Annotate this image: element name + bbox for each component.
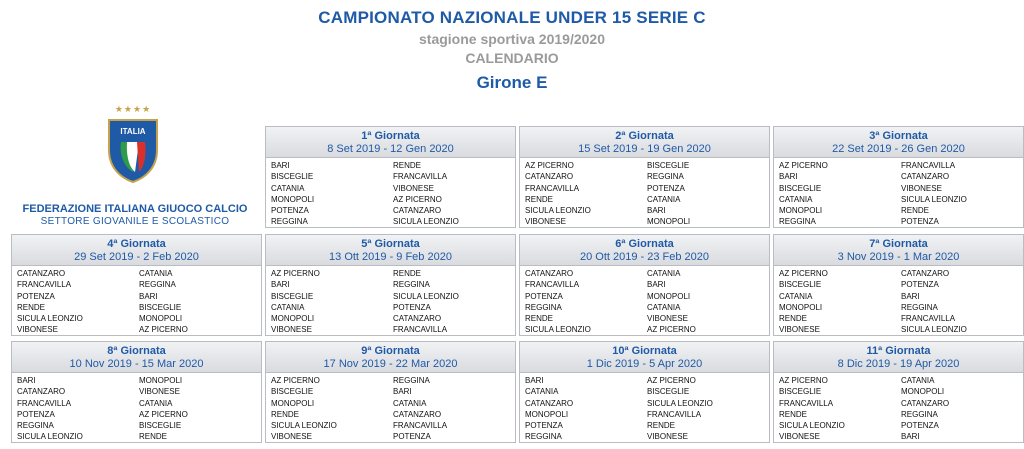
away-team: CATANZARO (901, 269, 950, 278)
match-list (12, 266, 261, 336)
away-team: RENDE (393, 269, 422, 278)
match-row (525, 291, 769, 302)
match-row (271, 216, 515, 227)
match-row (271, 205, 515, 216)
home-team: MONOPOLI (271, 398, 315, 408)
match-row (17, 431, 261, 442)
match-row (17, 375, 261, 386)
home-team: VIBONESE (271, 432, 312, 442)
match-row (271, 375, 515, 386)
away-team: AZ PICERNO (647, 376, 696, 385)
round-card (519, 126, 770, 228)
home-team: VIBONESE (779, 325, 820, 335)
away-team: REGGINA (901, 302, 938, 312)
match-row (271, 194, 515, 205)
away-team: AZ PICERNO (139, 409, 188, 419)
round-card (11, 341, 262, 443)
match-row (525, 205, 769, 216)
round-dates: 8 Dic 2019 - 19 Apr 2020 (837, 358, 960, 370)
away-team: RENDE (393, 161, 422, 170)
match-row (271, 279, 515, 290)
home-team: CATANZARO (525, 172, 574, 182)
away-team: VIBONESE (901, 183, 942, 193)
round-label: 10ª Giornata (612, 345, 677, 357)
home-team: POTENZA (17, 291, 55, 301)
round-card (519, 234, 770, 336)
round-label: 3ª Giornata (869, 130, 928, 142)
sector-name: SETTORE GIOVANILE E SCOLASTICO (40, 216, 230, 227)
away-team: REGGINA (393, 376, 430, 385)
home-team: RENDE (271, 409, 300, 419)
away-team: BARI (647, 280, 666, 290)
home-team: BARI (525, 376, 544, 385)
round-dates: 3 Nov 2019 - 1 Mar 2020 (837, 251, 960, 263)
match-row (525, 431, 769, 442)
match-row (779, 431, 1023, 442)
home-team: BISCEGLIE (779, 387, 822, 397)
match-row (271, 183, 515, 194)
round-dates: 22 Set 2019 - 26 Gen 2020 (832, 143, 965, 155)
home-team: CATANIA (779, 291, 813, 301)
home-team: BISCEGLIE (271, 387, 314, 397)
shield-text: ITALIA (120, 127, 146, 136)
away-team: FRANCAVILLA (901, 161, 956, 170)
match-row (271, 171, 515, 182)
match-list (266, 266, 515, 336)
match-row (525, 409, 769, 420)
home-team: FRANCAVILLA (779, 398, 834, 408)
home-team: AZ PICERNO (271, 376, 320, 385)
home-team: POTENZA (525, 291, 563, 301)
home-team: REGGINA (525, 432, 562, 442)
match-row (271, 431, 515, 442)
match-list (520, 373, 769, 443)
away-team: REGGINA (647, 172, 684, 182)
round-label: 9ª Giornata (361, 345, 420, 357)
round-label: 4ª Giornata (107, 238, 166, 250)
home-team: MONOPOLI (271, 194, 315, 204)
away-team: BARI (901, 291, 920, 301)
away-team: MONOPOLI (647, 217, 691, 227)
home-team: REGGINA (17, 421, 54, 431)
round-label: 1ª Giornata (361, 130, 420, 142)
match-list (520, 158, 769, 228)
round-header (520, 127, 769, 158)
match-row (271, 268, 515, 279)
away-team: FRANCAVILLA (647, 409, 702, 419)
home-team: REGGINA (271, 217, 308, 227)
match-row (779, 302, 1023, 313)
round-header (774, 235, 1023, 266)
away-team: BISCEGLIE (647, 387, 690, 397)
away-team: CATANZARO (901, 172, 950, 182)
match-list (266, 158, 515, 228)
away-team: AZ PICERNO (393, 194, 442, 204)
home-team: RENDE (779, 314, 808, 324)
home-team: REGGINA (525, 302, 562, 312)
away-team: BISCEGLIE (139, 421, 182, 431)
away-team: FRANCAVILLA (901, 314, 956, 324)
match-row (525, 398, 769, 409)
home-team: BISCEGLIE (779, 280, 822, 290)
match-row (779, 398, 1023, 409)
match-row (17, 324, 261, 335)
round-dates: 10 Nov 2019 - 15 Mar 2020 (69, 358, 204, 370)
match-row (779, 291, 1023, 302)
match-row (779, 375, 1023, 386)
match-row (779, 420, 1023, 431)
season-label: stagione sportiva 2019/2020 (419, 31, 605, 47)
away-team: FRANCAVILLA (393, 325, 448, 335)
away-team: REGGINA (139, 280, 176, 290)
match-row (271, 420, 515, 431)
stars-icon: ★★★★ (114, 104, 152, 114)
round-header (520, 235, 769, 266)
round-header (774, 127, 1023, 158)
match-row (525, 375, 769, 386)
round-header (774, 342, 1023, 373)
match-row (779, 171, 1023, 182)
match-row (779, 409, 1023, 420)
round-header (266, 127, 515, 158)
away-team: POTENZA (901, 280, 939, 290)
home-team: AZ PICERNO (779, 161, 828, 170)
home-team: POTENZA (271, 206, 309, 216)
match-row (525, 216, 769, 227)
match-row (271, 409, 515, 420)
round-header (266, 235, 515, 266)
home-team: BARI (271, 280, 290, 290)
home-team: AZ PICERNO (271, 269, 320, 278)
home-team: BISCEGLIE (271, 291, 314, 301)
home-team: MONOPOLI (525, 409, 569, 419)
home-team: CATANIA (779, 194, 813, 204)
round-card (773, 341, 1024, 443)
away-team: CATANZARO (901, 398, 950, 408)
away-team: VIBONESE (647, 314, 688, 324)
away-team: POTENZA (901, 217, 939, 227)
home-team: RENDE (17, 302, 46, 312)
home-team: FRANCAVILLA (525, 280, 580, 290)
round-label: 11ª Giornata (866, 345, 931, 357)
home-team: BARI (779, 172, 798, 182)
championship-title: CAMPIONATO NAZIONALE UNDER 15 SERIE C (318, 8, 706, 27)
match-list (774, 266, 1023, 336)
home-team: CATANIA (271, 183, 305, 193)
away-team: MONOPOLI (139, 314, 183, 324)
match-row (779, 313, 1023, 324)
home-team: POTENZA (17, 409, 55, 419)
match-row (17, 386, 261, 397)
match-row (17, 279, 261, 290)
away-team: CATANIA (647, 269, 681, 278)
match-row (779, 324, 1023, 335)
home-team: RENDE (525, 194, 554, 204)
figc-shield-icon (105, 116, 161, 184)
match-row (17, 302, 261, 313)
round-dates: 1 Dic 2019 - 5 Apr 2020 (586, 358, 703, 370)
round-card (11, 234, 262, 336)
match-row (17, 398, 261, 409)
match-row (525, 302, 769, 313)
away-team: SICULA LEONZIO (901, 194, 967, 204)
match-list (774, 373, 1023, 443)
round-card (773, 234, 1024, 336)
away-team: CATANIA (139, 269, 173, 278)
home-team: VIBONESE (17, 325, 58, 335)
round-dates: 29 Set 2019 - 2 Feb 2020 (74, 251, 199, 263)
round-dates: 15 Set 2019 - 19 Gen 2020 (578, 143, 711, 155)
match-list (266, 373, 515, 443)
round-label: 7ª Giornata (869, 238, 928, 250)
home-team: SICULA LEONZIO (525, 325, 591, 335)
away-team: VIBONESE (393, 183, 434, 193)
match-row (271, 291, 515, 302)
away-team: SICULA LEONZIO (901, 325, 967, 335)
away-team: CATANZARO (393, 206, 442, 216)
away-team: POTENZA (901, 421, 939, 431)
home-team: BARI (17, 376, 36, 385)
match-row (271, 160, 515, 171)
match-row (779, 386, 1023, 397)
match-list (12, 373, 261, 443)
home-team: MONOPOLI (271, 314, 315, 324)
away-team: POTENZA (393, 432, 431, 442)
match-list (774, 158, 1023, 228)
match-row (525, 279, 769, 290)
away-team: MONOPOLI (139, 376, 183, 385)
round-card (265, 234, 516, 336)
home-team: CATANIA (525, 387, 559, 397)
away-team: RENDE (647, 421, 676, 431)
match-row (779, 183, 1023, 194)
home-team: AZ PICERNO (525, 161, 574, 170)
match-row (779, 216, 1023, 227)
away-team: AZ PICERNO (647, 325, 696, 335)
match-row (525, 386, 769, 397)
home-team: FRANCAVILLA (17, 398, 72, 408)
away-team: CATANIA (647, 194, 681, 204)
away-team: SICULA LEONZIO (647, 398, 713, 408)
round-card (265, 341, 516, 443)
away-team: REGGINA (393, 280, 430, 290)
home-team: FRANCAVILLA (17, 280, 72, 290)
match-row (525, 324, 769, 335)
home-team: MONOPOLI (779, 302, 823, 312)
away-team: BISCEGLIE (647, 161, 690, 170)
home-team: AZ PICERNO (779, 376, 828, 385)
home-team: SICULA LEONZIO (17, 314, 83, 324)
home-team: BISCEGLIE (271, 172, 314, 182)
match-row (779, 160, 1023, 171)
match-row (779, 268, 1023, 279)
away-team: FRANCAVILLA (393, 172, 448, 182)
home-team: VIBONESE (525, 217, 566, 227)
away-team: MONOPOLI (647, 291, 691, 301)
match-row (525, 160, 769, 171)
round-label: 2ª Giornata (615, 130, 674, 142)
match-row (17, 420, 261, 431)
away-team: VIBONESE (647, 432, 688, 442)
match-row (271, 302, 515, 313)
home-team: REGGINA (779, 217, 816, 227)
round-label: 6ª Giornata (615, 238, 674, 250)
home-team: CATANIA (271, 302, 305, 312)
round-header (12, 342, 261, 373)
home-team: CATANZARO (17, 269, 66, 278)
home-team: SICULA LEONZIO (17, 432, 83, 442)
home-team: RENDE (779, 409, 808, 419)
match-row (17, 313, 261, 324)
match-row (779, 279, 1023, 290)
away-team: CATANIA (139, 398, 173, 408)
home-team: BARI (271, 161, 290, 170)
match-row (17, 291, 261, 302)
away-team: VIBONESE (139, 387, 180, 397)
calendar-label: CALENDARIO (465, 50, 559, 66)
home-team: BISCEGLIE (779, 183, 822, 193)
round-header (12, 235, 261, 266)
round-dates: 20 Ott 2019 - 23 Feb 2020 (579, 251, 710, 263)
match-row (271, 398, 515, 409)
round-card (519, 341, 770, 443)
away-team: CATANIA (647, 302, 681, 312)
match-row (525, 313, 769, 324)
match-row (525, 183, 769, 194)
match-row (271, 386, 515, 397)
home-team: POTENZA (525, 421, 563, 431)
away-team: BARI (393, 387, 412, 397)
away-team: POTENZA (393, 302, 431, 312)
away-team: FRANCAVILLA (393, 421, 448, 431)
away-team: MONOPOLI (901, 387, 945, 397)
home-team: MONOPOLI (779, 206, 823, 216)
away-team: CATANZARO (393, 314, 442, 324)
away-team: SICULA LEONZIO (393, 217, 459, 227)
away-team: CATANIA (393, 398, 427, 408)
round-header (520, 342, 769, 373)
round-dates: 8 Set 2019 - 12 Gen 2020 (327, 143, 454, 155)
home-team: CATANZARO (17, 387, 66, 397)
home-team: CATANZARO (525, 269, 574, 278)
away-team: BARI (139, 291, 158, 301)
round-dates: 17 Nov 2019 - 22 Mar 2020 (323, 358, 458, 370)
home-team: SICULA LEONZIO (779, 421, 845, 431)
away-team: SICULA LEONZIO (393, 291, 459, 301)
home-team: RENDE (525, 314, 554, 324)
round-label: 8ª Giornata (107, 345, 166, 357)
round-header (266, 342, 515, 373)
match-row (779, 205, 1023, 216)
home-team: VIBONESE (779, 432, 820, 442)
round-dates: 13 Ott 2019 - 9 Feb 2020 (329, 251, 452, 263)
match-row (17, 409, 261, 420)
home-team: FRANCAVILLA (525, 183, 580, 193)
match-row (271, 324, 515, 335)
group-label: Girone E (476, 73, 548, 92)
match-row (525, 194, 769, 205)
away-team: BARI (901, 432, 920, 442)
away-team: RENDE (901, 206, 930, 216)
match-row (17, 268, 261, 279)
away-team: BISCEGLIE (139, 302, 182, 312)
away-team: BARI (647, 206, 666, 216)
federation-name: FEDERAZIONE ITALIANA GIUOCO CALCIO (22, 203, 248, 215)
home-team: SICULA LEONZIO (271, 421, 337, 431)
round-card (773, 126, 1024, 228)
home-team: AZ PICERNO (779, 269, 828, 278)
away-team: CATANIA (901, 376, 935, 385)
away-team: AZ PICERNO (139, 325, 188, 335)
match-row (525, 268, 769, 279)
home-team: SICULA LEONZIO (525, 206, 591, 216)
match-row (525, 420, 769, 431)
away-team: RENDE (139, 432, 168, 442)
match-row (779, 194, 1023, 205)
match-row (525, 171, 769, 182)
round-label: 5ª Giornata (361, 238, 420, 250)
round-card (265, 126, 516, 228)
match-row (271, 313, 515, 324)
away-team: CATANZARO (393, 409, 442, 419)
home-team: CATANZARO (525, 398, 574, 408)
away-team: REGGINA (901, 409, 938, 419)
away-team: POTENZA (647, 183, 685, 193)
match-list (520, 266, 769, 336)
home-team: VIBONESE (271, 325, 312, 335)
